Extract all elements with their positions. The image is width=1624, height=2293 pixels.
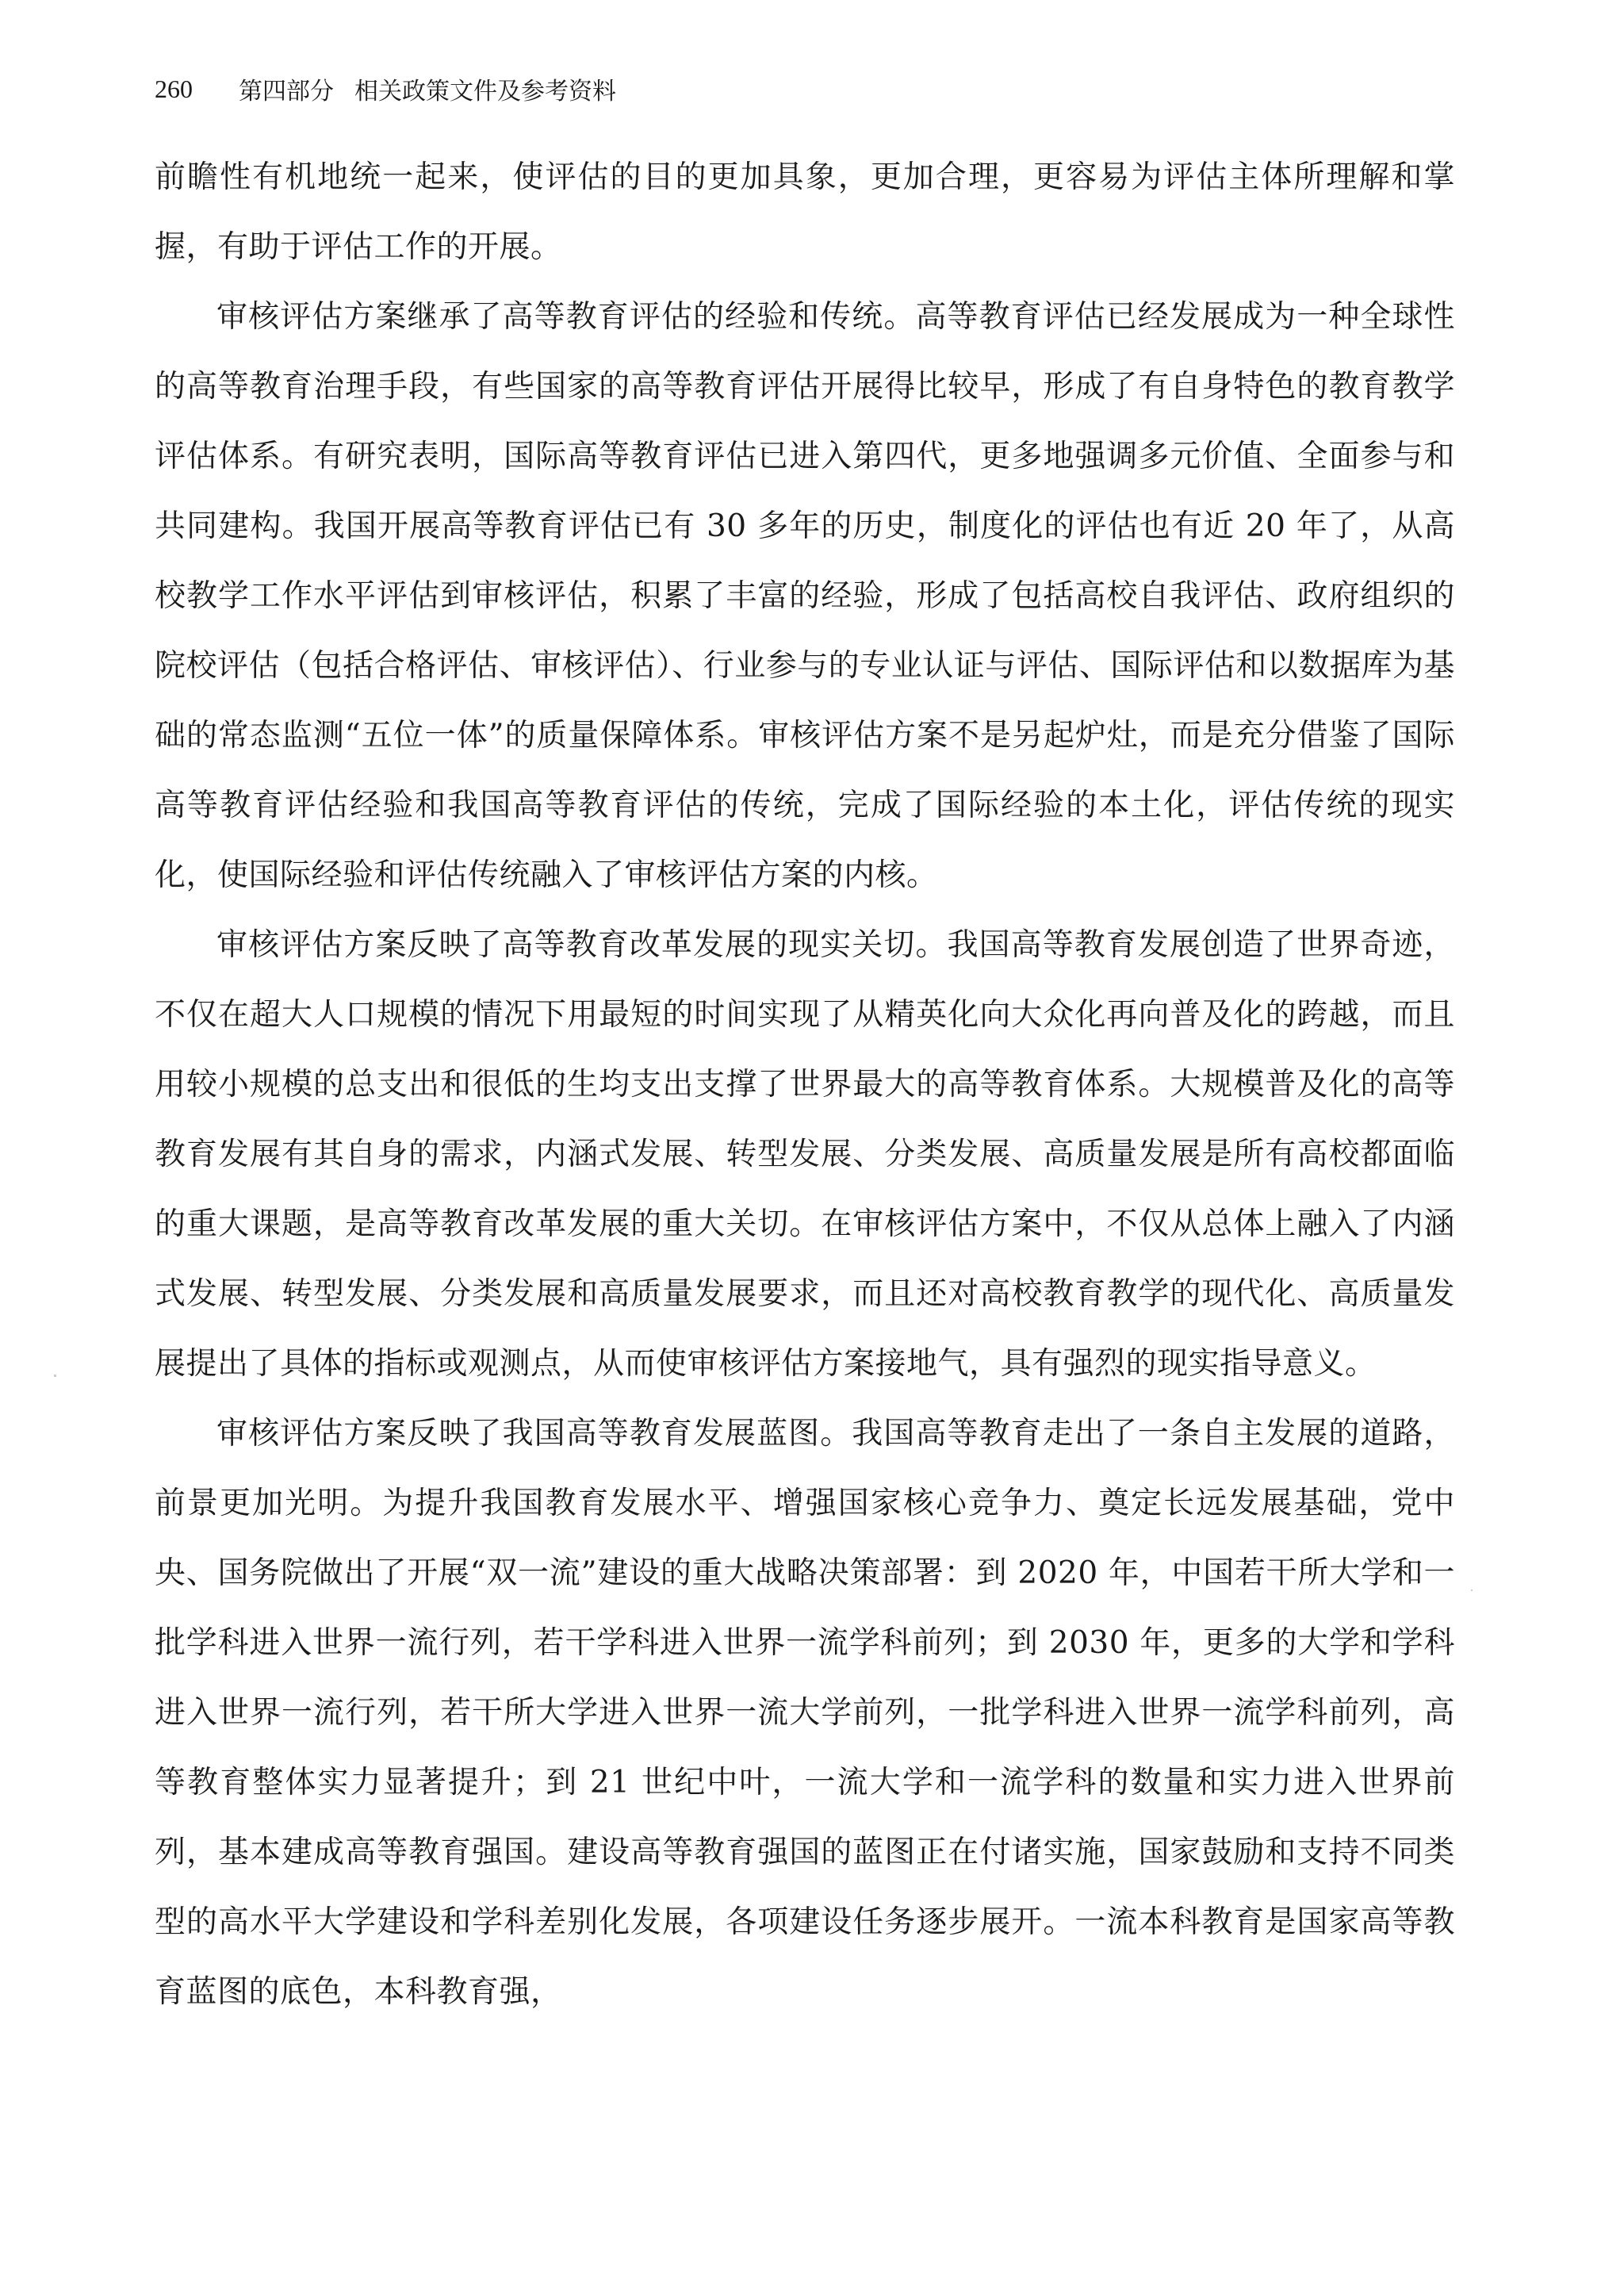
paragraph: 审核评估方案继承了高等教育评估的经验和传统。高等教育评估已经发展成为一种全球性的高等教育治理手段，有些国家的高等教育评估开展得比较早，形成了有自身特色的教育教学评估体系。有研究表明，国际高等教育评估已进入第四代，更多地强调多元价值、全面参与和共同建构。我国开展高等教育评估已有 30 多年的历史，制度化的评估也有近 20 年了，从高校教学工作水平评估到审核评估，积累了丰富的经验，形成了包括高校自我评估、政府组织的院校评估（包括合格评估、审核评估）、行业参与的专业认证与评估、国际评估和以数据库为基础的常态监测“五位一体”的质量保障体系。审核评估方案不是另起炉灶，而是充分借鉴了国际高等教育评估经验和我国高等教育评估的传统，完成了国际经验的本土化，评估传统的现实化，使国际经验和评估传统融入了审核评估方案的内核。 <box>155 299 1455 893</box>
page-header <box>155 65 616 113</box>
scan-speck <box>1471 1589 1473 1591</box>
scan-speck <box>54 1375 56 1377</box>
page-body <box>155 143 1455 2027</box>
paragraph-continued: 前瞻性有机地统一起来，使评估的目的更加具象，更加合理，更容易为评估主体所理解和掌握，有助于评估工作的开展。 <box>155 159 1455 265</box>
paragraph: 审核评估方案反映了我国高等教育发展蓝图。我国高等教育走出了一条自主发展的道路，前景更加光明。为提升我国教育发展水平、增强国家核心竞争力、奠定长远发展基础，党中央、国务院做出了开展“双一流”建设的重大战略决策部署：到 2020 年，中国若干所大学和一批学科进入世界一流行列，若干学科进入世界一流学科前列；到 2030 年，更多的大学和学科进入世界一流行列，若干所大学进入世界一流大学前列，一批学科进入世界一流学科前列，高等教育整体实力显著提升；到 21 世纪中叶，一流大学和一流学科的数量和实力进入世界前列，基本建成高等教育强国。建设高等教育强国的蓝图正在付诸实施，国家鼓励和支持不同类型的高水平大学建设和学科差别化发展，各项建设任务逐步展开。一流本科教育是国家高等教育蓝图的底色，本科教育强， <box>155 1416 1455 2010</box>
part-label: 第四部分 <box>239 78 334 105</box>
section-title: 相关政策文件及参考资料 <box>354 78 616 105</box>
page-number: 260 <box>155 74 193 103</box>
paragraph: 审核评估方案反映了高等教育改革发展的现实关切。我国高等教育发展创造了世界奇迹，不仅在超大人口规模的情况下用最短的时间实现了从精英化向大众化再向普及化的跨越，而且用较小规模的总支出和很低的生均支出支撑了世界最大的高等教育体系。大规模普及化的高等教育发展有其自身的需求，内涵式发展、转型发展、分类发展、高质量发展是所有高校都面临的重大课题，是高等教育改革发展的重大关切。在审核评估方案中，不仅从总体上融入了内涵式发展、转型发展、分类发展和高质量发展要求，而且还对高校教育教学的现代化、高质量发展提出了具体的指标或观测点，从而使审核评估方案接地气，具有强烈的现实指导意义。 <box>155 927 1455 1382</box>
